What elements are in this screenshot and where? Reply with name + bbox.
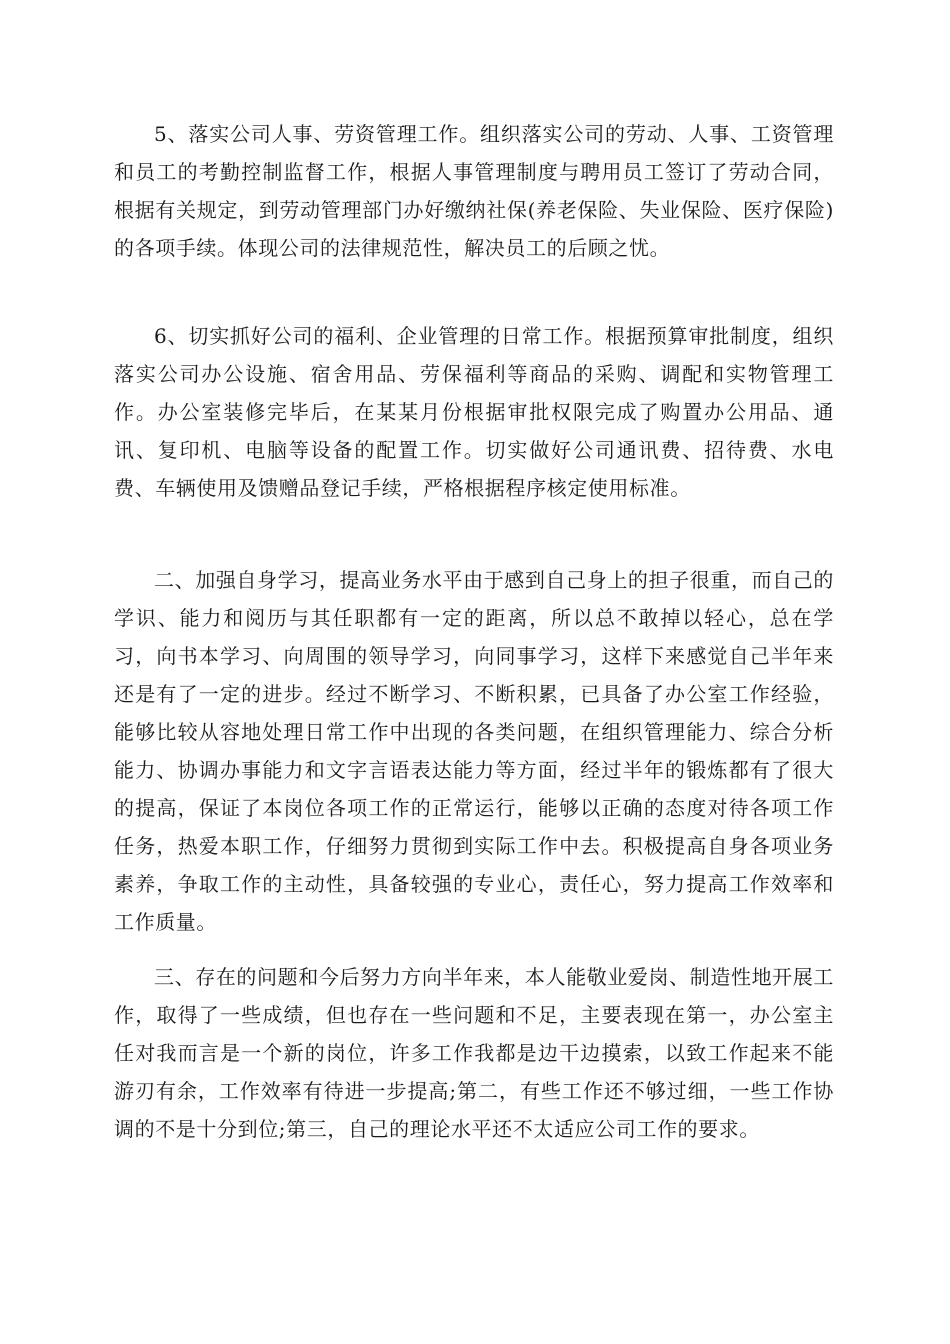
paragraph-welfare-management: 6、切实抓好公司的福利、企业管理的日常工作。根据预算审批制度，组织落实公司办公设施、宿舍用品、劳保福利等商品的采购、调配和实物管理工作。办公室装修完毕后，在某某月份根据审批权限完成了购置办公用品、通讯、复印机、电脑等设备的配置工作。切实做好公司通讯费、招待费、水电费、车辆使用及馈赠品登记手续，严格根据程序核定使用标准。 [114,324,834,500]
paragraph-personnel-management: 5、落实公司人事、劳资管理工作。组织落实公司的劳动、人事、工资管理和员工的考勤控制监督工作，根据人事管理制度与聘用员工签订了劳动合同，根据有关规定，到劳动管理部门办好缴纳社保(养老保险、失业保险、医疗保险)的各项手续。体现公司的法律规范性，解决员工的后顾之忧。 [114,122,834,260]
paragraph-problems-and-direction: 三、存在的问题和今后努力方向半年来，本人能敬业爱岗、制造性地开展工作，取得了一些成绩，但也存在一些问题和不足，主要表现在第一，办公室主任对我而言是一个新的岗位，许多工作我都是边干边摸索，以致工作起来不能游刃有余，工作效率有待进一步提高;第二，有些工作还不够过细，一些工作协调的不是十分到位;第三，自己的理论水平还不太适应公司工作的要求。 [114,965,834,1141]
paragraph-self-learning: 二、加强自身学习，提高业务水平由于感到自己身上的担子很重，而自己的学识、能力和阅历与其任职都有一定的距离，所以总不敢掉以轻心，总在学习，向书本学习、向周围的领导学习，向同事学习，这样下来感觉自己半年来还是有了一定的进步。经过不断学习、不断积累，已具备了办公室工作经验，能够比较从容地处理日常工作中出现的各类问题，在组织管理能力、综合分析能力、协调办事能力和文字言语表达能力等方面，经过半年的锻炼都有了很大的提高，保证了本岗位各项工作的正常运行，能够以正确的态度对待各项工作任务，热爱本职工作，仔细努力贯彻到实际工作中去。积极提高自身各项业务素养，争取工作的主动性，具备较强的专业心，责任心，努力提高工作效率和工作质量。 [114,568,834,934]
